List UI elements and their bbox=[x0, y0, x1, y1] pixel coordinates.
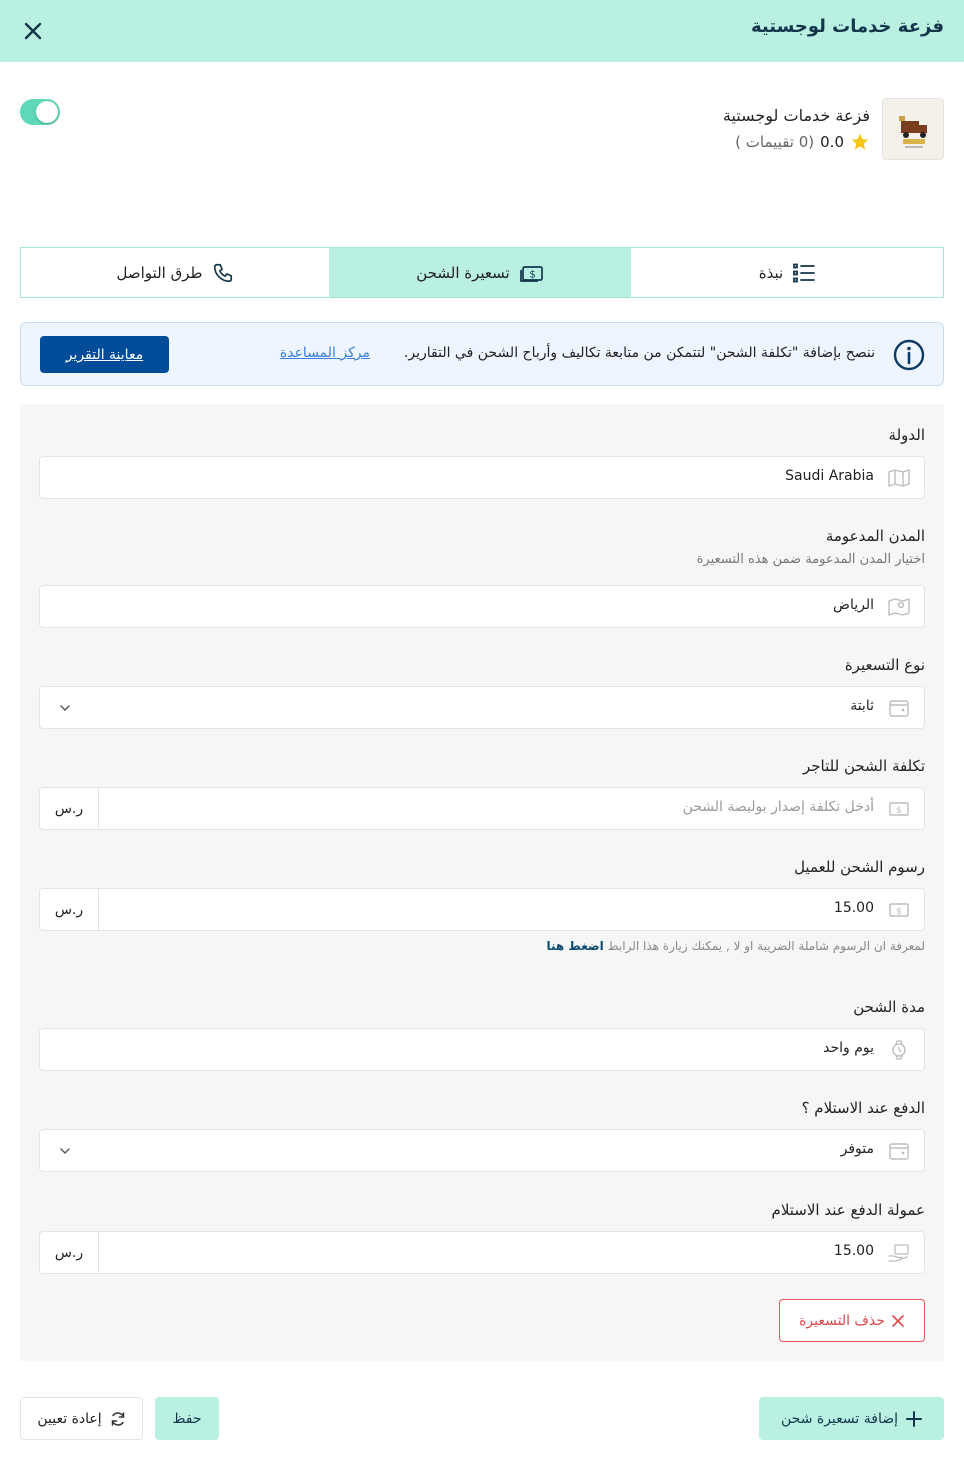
close-icon bbox=[891, 1314, 905, 1328]
drawer-title: فزعة خدمات لوجستية bbox=[750, 16, 944, 37]
store-enabled-toggle[interactable] bbox=[20, 99, 60, 125]
money-icon bbox=[888, 900, 910, 920]
list-icon bbox=[793, 263, 815, 283]
store-rating bbox=[735, 131, 870, 153]
delete-pricing-button[interactable] bbox=[779, 1299, 925, 1342]
preview-report-button[interactable]: معاينة التقرير bbox=[40, 336, 169, 373]
help-center-link[interactable]: مركز المساعدة bbox=[279, 345, 370, 361]
cod-value: متوفر bbox=[840, 1141, 874, 1157]
tab-shipping-pricing-label: تسعيرة الشحن bbox=[416, 263, 510, 282]
rating-value: 0.0 bbox=[820, 133, 844, 151]
svg-text:$: $ bbox=[529, 269, 536, 280]
map-pin-icon bbox=[888, 597, 910, 617]
tab-contact-methods[interactable] bbox=[22, 248, 329, 297]
store-tabs bbox=[20, 247, 944, 298]
cities-label: المدن المدعومة bbox=[825, 527, 925, 545]
pricing-type-value: ثابتة bbox=[850, 698, 874, 714]
money-icon bbox=[520, 263, 544, 283]
star-icon bbox=[850, 132, 870, 152]
store-logo bbox=[882, 98, 944, 160]
cod-fee-label: عمولة الدفع عند الاستلام bbox=[771, 1201, 925, 1219]
cities-sublabel: اختيار المدن المدعومة ضمن هذه التسعيرة bbox=[696, 552, 925, 567]
cod-fee-value: 15.00 bbox=[833, 1243, 874, 1259]
currency-unit: ر.س bbox=[40, 889, 99, 930]
merchant-cost-label: تكلفة الشحن للتاجر bbox=[803, 757, 925, 775]
plus-icon bbox=[906, 1411, 922, 1427]
svg-text:$: $ bbox=[896, 907, 902, 917]
save-button[interactable] bbox=[155, 1397, 219, 1440]
tab-about[interactable] bbox=[631, 248, 943, 297]
drawer-header bbox=[0, 0, 964, 62]
country-value: Saudi Arabia bbox=[785, 468, 874, 484]
customer-fee-label: رسوم الشحن للعميل bbox=[794, 858, 925, 876]
currency-unit: ر.س bbox=[40, 1232, 99, 1273]
country-field[interactable] bbox=[39, 456, 925, 499]
tax-hint-link[interactable]: اضغط هنا bbox=[546, 939, 604, 953]
cities-value: الرياض bbox=[833, 597, 874, 613]
refresh-icon bbox=[110, 1411, 126, 1427]
customer-fee-value: 15.00 bbox=[833, 900, 874, 916]
tab-contact-methods-label: طرق التواصل bbox=[116, 263, 203, 282]
chevron-down-icon bbox=[58, 1144, 72, 1158]
cod-fee-field[interactable] bbox=[39, 1231, 925, 1274]
customer-fee-field[interactable] bbox=[39, 888, 925, 931]
merchant-cost-placeholder: أدخل تكلفة إصدار بوليصة الشحن bbox=[682, 799, 874, 815]
save-label: حفظ bbox=[172, 1410, 202, 1427]
wallet-icon bbox=[888, 1141, 910, 1161]
chevron-down-icon bbox=[58, 701, 72, 715]
store-name: فزعة خدمات لوجستية bbox=[722, 106, 870, 125]
svg-text:$: $ bbox=[896, 806, 902, 816]
pricing-type-label: نوع التسعيرة bbox=[844, 656, 925, 674]
info-message: ننصح بإضافة "تكلفة الشحن" لتتمكن من متابعة تكاليف وأرباح الشحن في التقارير. bbox=[403, 345, 875, 361]
pricing-type-select[interactable] bbox=[39, 686, 925, 729]
cod-select[interactable] bbox=[39, 1129, 925, 1172]
money-icon bbox=[888, 799, 910, 819]
tab-about-label: نبذة bbox=[758, 263, 784, 282]
tax-hint bbox=[546, 939, 925, 953]
reset-label: إعادة تعيين bbox=[37, 1410, 102, 1427]
reset-button[interactable] bbox=[20, 1397, 143, 1440]
cities-field[interactable] bbox=[39, 585, 925, 628]
watch-icon bbox=[888, 1040, 910, 1060]
duration-field[interactable] bbox=[39, 1028, 925, 1071]
tax-hint-text: لمعرفة ان الرسوم شاملة الضريبة او لا , يمكنك زيارة هذا الرابط bbox=[607, 939, 925, 953]
rating-count: (0 تقييمات ) bbox=[735, 133, 815, 151]
add-shipping-pricing-button[interactable] bbox=[759, 1397, 944, 1440]
close-icon[interactable] bbox=[20, 18, 46, 44]
merchant-cost-field[interactable] bbox=[39, 787, 925, 830]
country-label: الدولة bbox=[888, 426, 925, 444]
duration-label: مدة الشحن bbox=[853, 998, 925, 1016]
info-banner bbox=[20, 322, 944, 386]
map-icon bbox=[888, 468, 910, 488]
hand-money-icon bbox=[888, 1243, 910, 1263]
info-icon bbox=[893, 339, 925, 371]
add-shipping-pricing-label: إضافة تسعيرة شحن bbox=[781, 1410, 898, 1427]
delete-pricing-label: حذف التسعيرة bbox=[799, 1312, 885, 1329]
truck-logo-icon bbox=[883, 99, 945, 161]
toggle-knob bbox=[36, 101, 58, 123]
tab-shipping-pricing[interactable] bbox=[329, 248, 631, 297]
currency-unit: ر.س bbox=[40, 788, 99, 829]
phone-icon bbox=[212, 262, 234, 284]
duration-value: يوم واحد bbox=[823, 1040, 874, 1056]
wallet-icon bbox=[888, 698, 910, 718]
cod-label: الدفع عند الاستلام ؟ bbox=[801, 1099, 925, 1117]
